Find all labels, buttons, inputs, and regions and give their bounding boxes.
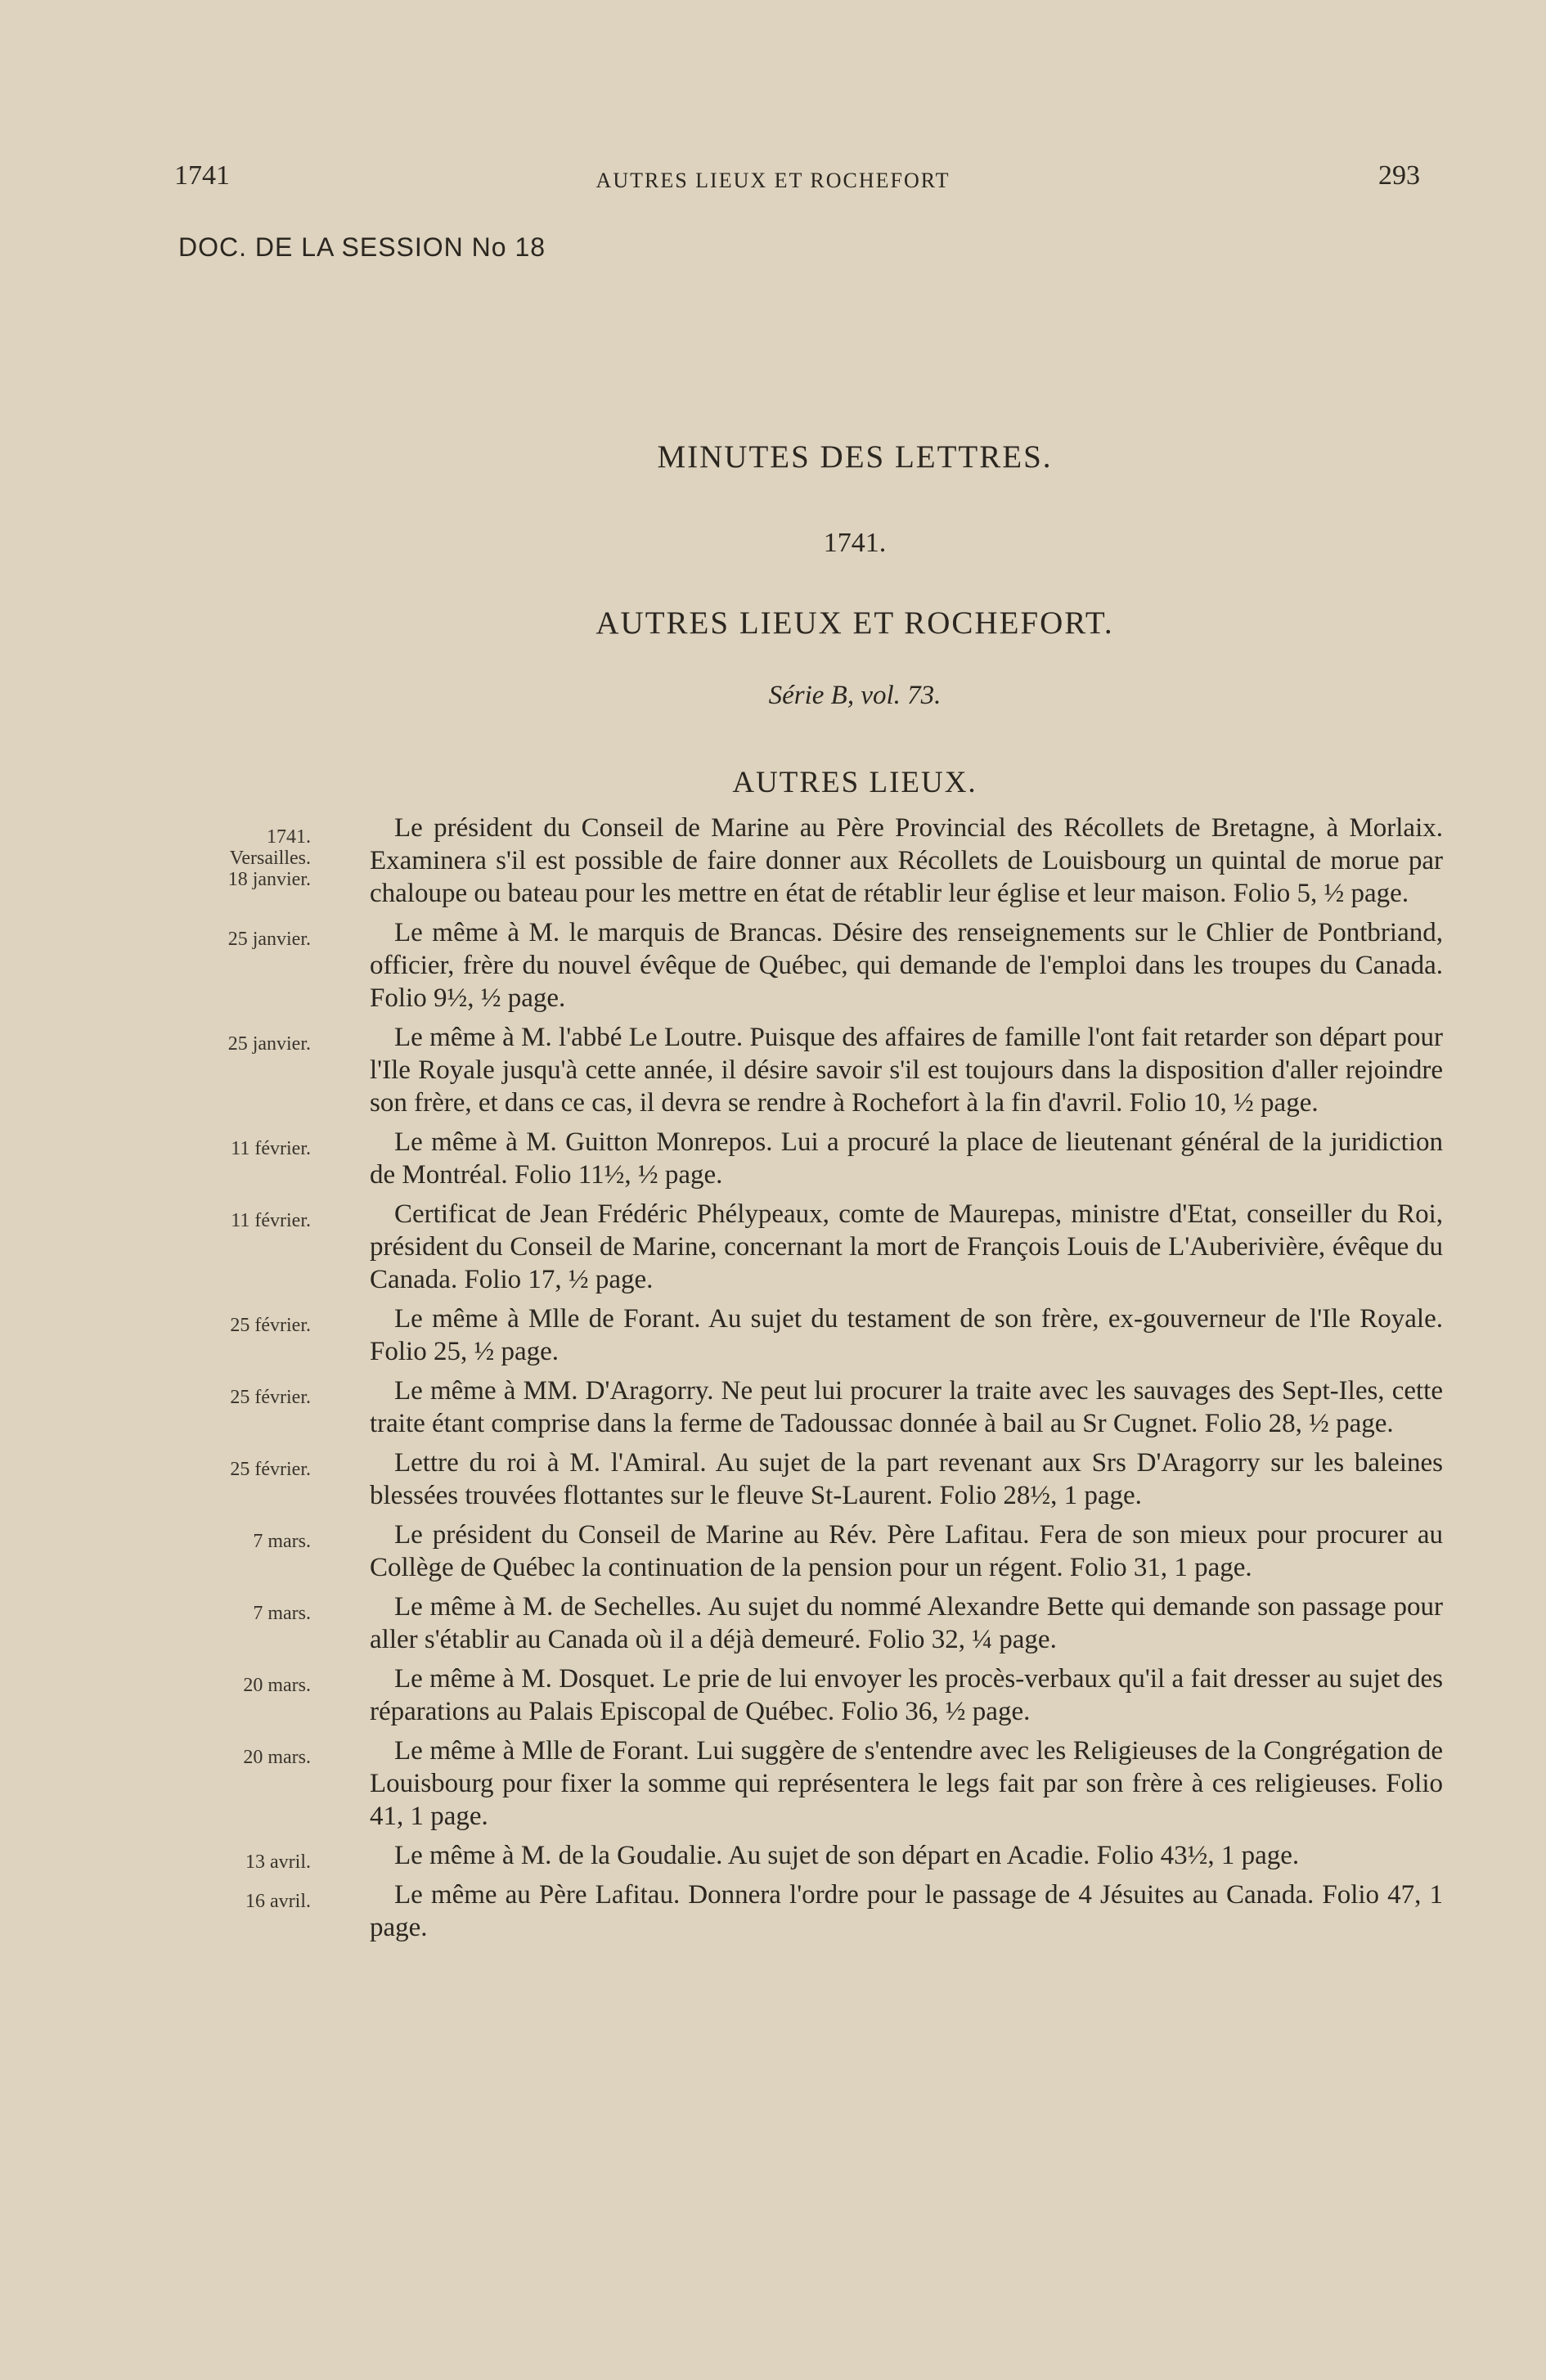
entry-text: Le même à M. l'abbé Le Loutre. Puisque des affaires de famille l'ont fait retarder son départ pour l'Ile Royale jusqu'à cette année, il désire savoir s'il est toujours dans la disposition d'aller rejoindre son frère, et dans ce cas, il devra se rendre à Rochefort à la fin d'avril. Folio 10, ½ page. [370,1023,1443,1118]
entry [0,812,1546,910]
entries-list [0,812,1546,1950]
section-heading: AUTRES LIEUX. [732,766,977,799]
entry-date: 1741. Versailles. 18 janvier. [227,826,311,890]
entry-text: Le même à M. le marquis de Brancas. Désire des renseignements sur le Chlier de Pontbriand, officier, frère du nouvel évêque de Québec, qui demande de l'emploi dans les troupes du Canada. Folio 9½, ½ page. [370,918,1443,1013]
entry-text: Le président du Conseil de Marine au Rév. Père Lafitau. Fera de son mieux pour procurer au Collège de Québec la continuation de la pension pour un régent. Folio 31, 1 page. [370,1520,1443,1582]
entry [0,1198,1546,1296]
title-year: 1741. [823,528,887,558]
entry-date: 11 février. [231,1138,311,1159]
page-number: 293 [1378,160,1420,191]
entry [0,1126,1546,1191]
entry [0,1374,1546,1440]
entry-date: 25 février. [230,1387,311,1408]
entry [0,1446,1546,1512]
subtitle: AUTRES LIEUX ET ROCHEFORT. [595,605,1114,641]
entry-text: Le même au Père Lafitau. Donnera l'ordre pour le passage de 4 Jésuites au Canada. Folio 47, 1 page. [370,1880,1443,1942]
entry-text: Lettre du roi à M. l'Amiral. Au sujet de la part revenant aux Srs D'Aragorry sur les baleines blessées trouvées flottantes sur le fleuve St-Laurent. Folio 28½, 1 page. [370,1448,1443,1510]
entry-text: Certificat de Jean Frédéric Phélypeaux, comte de Maurepas, ministre d'Etat, conseiller du Roi, président du Conseil de Marine, concernant la mort de François Louis de L'Auberivière, évêque du Canada. Folio 17, ½ page. [370,1199,1443,1294]
serie-reference: Série B, vol. 73. [768,681,942,710]
entry-date: 20 mars. [243,1675,311,1696]
entry-text: Le même à Mlle de Forant. Lui suggère de s'entendre avec les Religieuses de la Congrégation de Louisbourg pour fixer la somme qui représentera le legs fait par son frère à ces religieuses. Folio 41, 1 page. [370,1736,1443,1831]
entry-date: 25 février. [230,1315,311,1336]
main-title: MINUTES DES LETTRES. [657,439,1053,475]
entry-date: 20 mars. [243,1747,311,1768]
entry-text: Le même à MM. D'Aragorry. Ne peut lui procurer la traite avec les sauvages des Sept-Iles, cette traite étant comprise dans la ferme de Tadoussac donnée à bail au Sr Cugnet. Folio 28, ½ page. [370,1376,1443,1438]
entry-date: 16 avril. [245,1891,311,1912]
header-year: 1741 [174,160,230,191]
doc-session-label: DOC. DE LA SESSION No 18 [178,232,546,262]
entry-date: 25 janvier. [227,1033,311,1055]
entry [0,1590,1546,1656]
entry-date: 7 mars. [253,1531,311,1552]
running-title: AUTRES LIEUX ET ROCHEFORT [595,169,951,192]
entry-text: Le président du Conseil de Marine au Père Provincial des Récollets de Bretagne, à Morlaix. Examinera s'il est possible de faire donner aux Récollets de Louisbourg un quintal de morue par chaloupe ou bateau pour les mettre en état de rétablir leur église et leur maison. Folio 5, ½ page. [370,813,1443,908]
entry [0,1878,1546,1944]
entry [0,1518,1546,1584]
entry [0,1662,1546,1728]
entry-text: Le même à M. Guitton Monrepos. Lui a procuré la place de lieutenant général de la juridiction de Montréal. Folio 11½, ½ page. [370,1127,1443,1190]
entry-date: 25 février. [230,1459,311,1480]
entry-text: Le même à M. de Sechelles. Au sujet du nommé Alexandre Bette qui demande son passage pour aller s'établir au Canada où il a déjà demeuré. Folio 32, ¼ page. [370,1592,1443,1654]
entry [0,1021,1546,1119]
entry [0,1302,1546,1368]
entry [0,1839,1546,1872]
entry-date: 13 avril. [245,1851,311,1873]
entry-text: Le même à M. Dosquet. Le prie de lui envoyer les procès-verbaux qu'il a fait dresser au sujet des réparations au Palais Episcopal de Québec. Folio 36, ½ page. [370,1664,1443,1726]
entry-text: Le même à M. de la Goudalie. Au sujet de son départ en Acadie. Folio 43½, 1 page. [394,1841,1300,1870]
title-block [0,439,1546,800]
entry-date: 25 janvier. [227,929,311,950]
entry-date: 7 mars. [253,1603,311,1624]
entry-date: 11 février. [231,1210,311,1231]
entry [0,916,1546,1015]
entry-text: Le même à Mlle de Forant. Au sujet du testament de son frère, ex-gouverneur de l'Ile Royale. Folio 25, ½ page. [370,1304,1443,1366]
entry [0,1734,1546,1833]
